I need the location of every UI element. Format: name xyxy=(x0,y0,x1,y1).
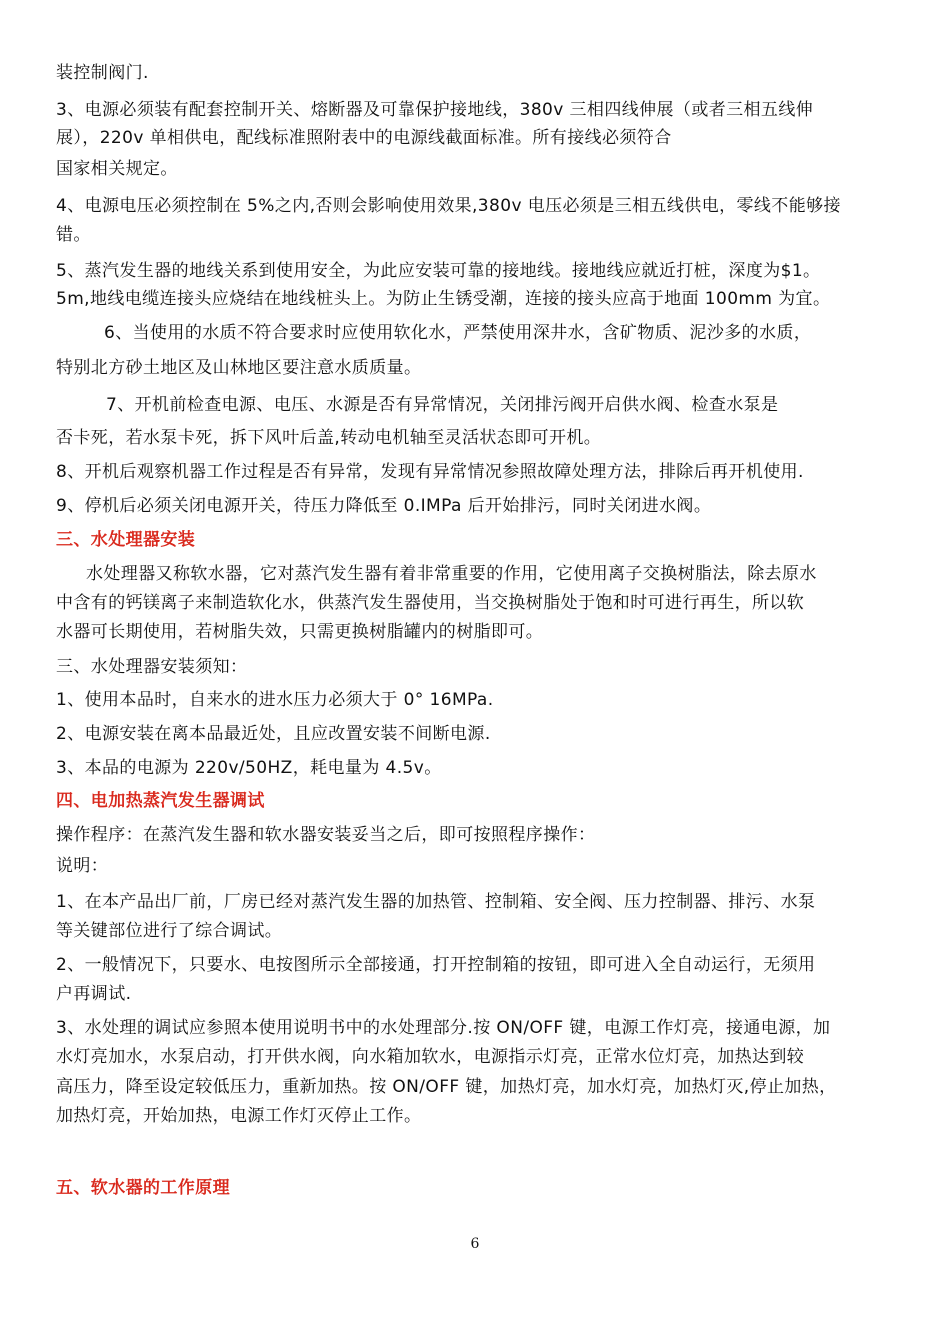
text-line: 2、电源安装在离本品最近处，且应改置安装不间断电源. xyxy=(56,724,491,744)
text-line: 5m,地线电缆连接头应烧结在地线桩头上。为防止生锈受潮，连接的接头应高于地面 100mm 为宜。 xyxy=(56,289,831,309)
text-line: 特别北方砂土地区及山林地区要注意水质质量。 xyxy=(56,358,422,378)
text-line: 户再调试. xyxy=(56,984,132,1004)
text-line: 3、水处理的调试应参照本使用说明书中的水处理部分.按 ON/OFF 键，电源工作灯亮，接通电源，加 xyxy=(56,1018,831,1038)
text-line: 3、电源必须装有配套控制开关、熔断器及可靠保护接地线，380v 三相四线伸展（或者三相五线伸 xyxy=(56,100,814,120)
text-line: 操作程序：在蒸汽发生器和软水器安装妥当之后，即可按照程序操作： xyxy=(56,825,596,845)
text-line: 2、一般情况下，只要水、电按图所示全部接通，打开控制箱的按钮，即可进入全自动运行，无须用 xyxy=(56,955,816,975)
text-line: 说明： xyxy=(56,856,109,876)
text-line: 水灯亮加水，水泵启动，打开供水阀，向水箱加软水，电源指示灯亮，正常水位灯亮，加热达到较 xyxy=(56,1047,805,1067)
text-line: 否卡死，若水泵卡死，拆下风叶后盖,转动电机轴至灵活状态即可开机。 xyxy=(56,428,602,448)
text-line: 8、开机后观察机器工作过程是否有异常，发现有异常情况参照故障处理方法，排除后再开机使用. xyxy=(56,462,804,482)
text-line: 4、电源电压必须控制在 5%之内,否则会影响使用效果,380v 电压必须是三相五线供电，零线不能够接 xyxy=(56,196,841,216)
page-number: 6 xyxy=(470,1236,480,1252)
text-line: 水处理器又称软水器，它对蒸汽发生器有着非常重要的作用，它使用离子交换树脂法，除去原水 xyxy=(86,564,817,584)
text-line: 错。 xyxy=(56,225,91,245)
text-line: 6、当使用的水质不符合要求时应使用软化水，严禁使用深井水，含矿物质、泥沙多的水质， xyxy=(104,323,812,343)
text-line: 水器可长期使用，若树脂失效，只需更换树脂罐内的树脂即可。 xyxy=(56,622,544,642)
text-line: 7、开机前检查电源、电压、水源是否有异常情况，关闭排污阀开启供水阀、检查水泵是 xyxy=(106,395,779,415)
text-line: 5、蒸汽发生器的地线关系到使用安全，为此应安装可靠的接地线。接地线应就近打桩，深度为$1。 xyxy=(56,261,821,281)
section-heading: 四、电加热蒸汽发生器调试 xyxy=(56,791,265,811)
section-heading: 三、水处理器安装 xyxy=(56,530,196,550)
text-line: 高压力，降至设定较低压力，重新加热。按 ON/OFF 键，加热灯亮，加水灯亮，加热灯灭,停止加热， xyxy=(56,1077,837,1097)
text-line: 等关键部位进行了综合调试。 xyxy=(56,921,283,941)
text-line: 装控制阀门. xyxy=(56,63,149,83)
text-line: 三、水处理器安装须知： xyxy=(56,657,248,677)
text-line: 中含有的钙镁离子来制造软化水，供蒸汽发生器使用，当交换树脂处于饱和时可进行再生，所以软 xyxy=(56,593,805,613)
text-line: 展），220v 单相供电，配线标准照附表中的电源线截面标准。所有接线必须符合 xyxy=(56,128,672,148)
text-line: 国家相关规定。 xyxy=(56,159,178,179)
text-line: 加热灯亮，开始加热，电源工作灯灭停止工作。 xyxy=(56,1106,422,1126)
text-line: 3、本品的电源为 220v/50HZ，耗电量为 4.5v。 xyxy=(56,758,442,778)
section-heading: 五、软水器的工作原理 xyxy=(56,1178,230,1198)
text-line: 9、停机后必须关闭电源开关，待压力降低至 0.IMPa 后开始排污，同时关闭进水阀。 xyxy=(56,496,712,516)
text-line: 1、使用本品时，自来水的进水压力必须大于 0° 16MPa. xyxy=(56,690,494,710)
text-line: 1、在本产品出厂前，厂房已经对蒸汽发生器的加热管、控制箱、安全阀、压力控制器、排污、水泵 xyxy=(56,892,816,912)
